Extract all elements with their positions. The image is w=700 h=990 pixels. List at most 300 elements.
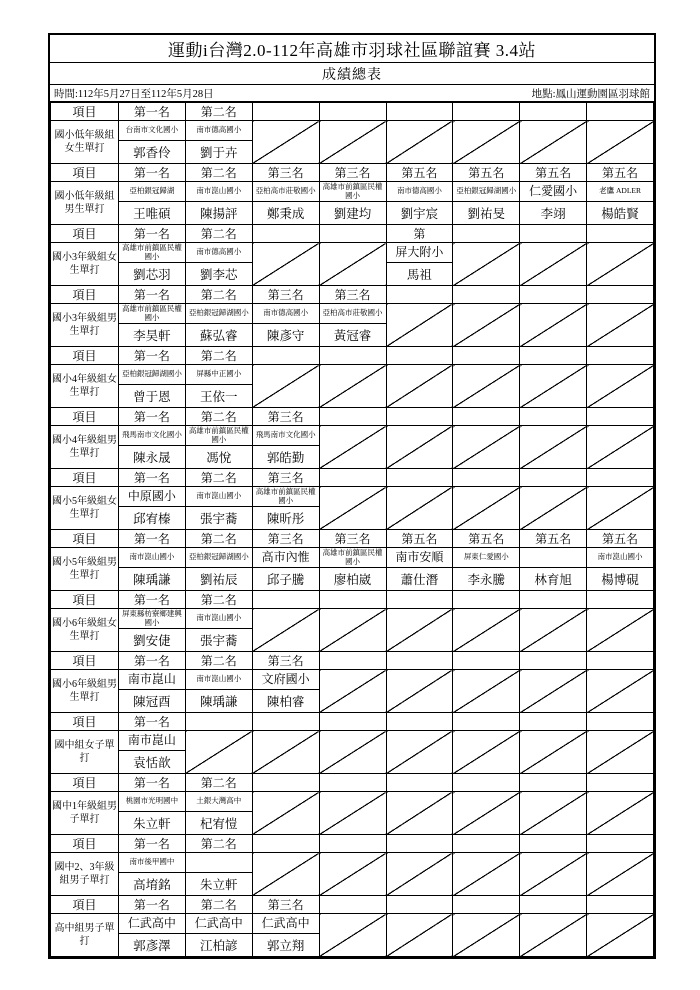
rank-header: 第三名 bbox=[252, 286, 319, 304]
winner-school: 高雄市前鎮區民權國小 bbox=[319, 548, 386, 568]
winner-name: 張宇蕎 bbox=[185, 507, 252, 530]
winner-school: 南市德高國小 bbox=[386, 182, 453, 202]
empty-diagonal-cell bbox=[453, 731, 520, 774]
empty-diagonal-cell bbox=[252, 792, 319, 835]
rank-header: 第二名 bbox=[185, 652, 252, 670]
winner-school: 文府國小 bbox=[252, 670, 319, 690]
rank-header bbox=[386, 347, 453, 365]
rank-header: 第二名 bbox=[185, 103, 252, 121]
item-header: 項目 bbox=[51, 103, 119, 121]
rank-header: 第二名 bbox=[185, 225, 252, 243]
item-header: 項目 bbox=[51, 469, 119, 487]
empty-diagonal-cell bbox=[587, 487, 654, 530]
rank-header bbox=[185, 713, 252, 731]
rank-header bbox=[386, 408, 453, 426]
empty-diagonal-cell bbox=[319, 365, 386, 408]
rank-header bbox=[386, 469, 453, 487]
report-title: 成績總表 bbox=[50, 63, 654, 85]
rank-header: 第三名 bbox=[252, 896, 319, 914]
empty-diagonal-cell bbox=[319, 609, 386, 652]
rank-header bbox=[587, 835, 654, 853]
winner-name: 劉李芯 bbox=[185, 263, 252, 286]
rank-header: 第一名 bbox=[119, 347, 186, 365]
winner-school: 仁愛國小 bbox=[520, 182, 587, 202]
rank-header bbox=[319, 713, 386, 731]
rank-header: 第一名 bbox=[119, 469, 186, 487]
item-header: 項目 bbox=[51, 225, 119, 243]
winner-school: 南市崑山國小 bbox=[587, 548, 654, 568]
winner-name: 王依一 bbox=[185, 385, 252, 408]
rank-header: 第一名 bbox=[119, 530, 186, 548]
rank-header bbox=[520, 713, 587, 731]
rank-header bbox=[252, 225, 319, 243]
rank-header: 第一名 bbox=[119, 164, 186, 182]
rank-header: 第二名 bbox=[185, 286, 252, 304]
rank-header: 第三名 bbox=[252, 408, 319, 426]
rank-header: 第三名 bbox=[252, 652, 319, 670]
tournament-title: 運動i台灣2.0-112年高雄市羽球社區聯誼賽 3.4站 bbox=[50, 35, 654, 63]
rank-header bbox=[319, 591, 386, 609]
empty-diagonal-cell bbox=[587, 426, 654, 469]
rank-header: 第二名 bbox=[185, 591, 252, 609]
results-table bbox=[50, 102, 654, 957]
empty-diagonal-cell bbox=[319, 426, 386, 469]
rank-header bbox=[587, 347, 654, 365]
winner-school: 仁武高中 bbox=[119, 914, 186, 934]
winner-school: 飛馬南市文化國小 bbox=[119, 426, 186, 446]
winner-name: 郭彥澤 bbox=[119, 934, 186, 957]
rank-header bbox=[520, 347, 587, 365]
empty-diagonal-cell bbox=[453, 609, 520, 652]
winner-school: 高雄市前鎮區民權國小 bbox=[252, 487, 319, 507]
winner-school: 南市崑山國小 bbox=[185, 487, 252, 507]
rank-header bbox=[453, 896, 520, 914]
item-header: 項目 bbox=[51, 408, 119, 426]
winner-school: 高雄市前鎮區民權國小 bbox=[319, 182, 386, 202]
event-label: 國小6年級組女生單打 bbox=[51, 609, 119, 652]
rank-header bbox=[587, 591, 654, 609]
winner-name: 陳揚評 bbox=[185, 202, 252, 225]
winner-name: 江柏諺 bbox=[185, 934, 252, 957]
rank-header: 第二名 bbox=[185, 896, 252, 914]
empty-diagonal-cell bbox=[252, 609, 319, 652]
rank-header: 第三名 bbox=[319, 286, 386, 304]
winner-name: 楊皓賢 bbox=[587, 202, 654, 225]
rank-header: 第五名 bbox=[587, 530, 654, 548]
winner-name: 王唯碩 bbox=[119, 202, 186, 225]
winner-school: 南市德高國小 bbox=[185, 243, 252, 263]
empty-diagonal-cell bbox=[386, 304, 453, 347]
location-label: 地點:鳳山運動園區羽球館 bbox=[531, 88, 650, 100]
rank-header bbox=[319, 835, 386, 853]
winner-school: 南市崑山國小 bbox=[119, 548, 186, 568]
rank-header bbox=[252, 774, 319, 792]
rank-header: 第二名 bbox=[185, 164, 252, 182]
rank-header bbox=[587, 469, 654, 487]
rank-header bbox=[587, 713, 654, 731]
rank-header bbox=[319, 347, 386, 365]
rank-header bbox=[252, 347, 319, 365]
rank-header bbox=[319, 103, 386, 121]
winner-name: 李永騰 bbox=[453, 568, 520, 591]
winner-school: 老鷹 ADLER bbox=[587, 182, 654, 202]
winner-school: 台南市文化國小 bbox=[119, 121, 186, 141]
rank-header bbox=[520, 225, 587, 243]
winner-name: 鄭秉成 bbox=[252, 202, 319, 225]
rank-header bbox=[587, 286, 654, 304]
winner-school: 南市安順 bbox=[386, 548, 453, 568]
winner-name: 劉建均 bbox=[319, 202, 386, 225]
empty-diagonal-cell bbox=[520, 365, 587, 408]
rank-header: 第一名 bbox=[119, 835, 186, 853]
empty-diagonal-cell bbox=[520, 487, 587, 530]
winner-name: 林育旭 bbox=[520, 568, 587, 591]
winner-name: 高堉銘 bbox=[119, 873, 186, 896]
empty-diagonal-cell bbox=[386, 914, 453, 957]
empty-diagonal-cell bbox=[453, 121, 520, 164]
empty-diagonal-cell bbox=[520, 670, 587, 713]
item-header: 項目 bbox=[51, 347, 119, 365]
winner-name: 楊博硯 bbox=[587, 568, 654, 591]
rank-header bbox=[252, 591, 319, 609]
rank-header: 第三名 bbox=[252, 469, 319, 487]
empty-diagonal-cell bbox=[319, 243, 386, 286]
empty-diagonal-cell bbox=[319, 121, 386, 164]
rank-header: 第二名 bbox=[185, 408, 252, 426]
empty-diagonal-cell bbox=[386, 121, 453, 164]
winner-name: 馮悅 bbox=[185, 446, 252, 469]
rank-header: 第五名 bbox=[520, 164, 587, 182]
rank-header bbox=[587, 103, 654, 121]
winner-name: 蘇弘睿 bbox=[185, 324, 252, 347]
empty-diagonal-cell bbox=[252, 853, 319, 896]
winner-school bbox=[520, 548, 587, 568]
info-row bbox=[50, 85, 654, 102]
rank-header: 第二名 bbox=[185, 774, 252, 792]
item-header: 項目 bbox=[51, 774, 119, 792]
winner-school: 高雄市前鎮區民權國小 bbox=[119, 243, 186, 263]
winner-name: 陳冠酉 bbox=[119, 690, 186, 713]
rank-header: 第二名 bbox=[185, 347, 252, 365]
winner-school: 飛馬南市文化國小 bbox=[252, 426, 319, 446]
winner-school: 屏東仁愛國小 bbox=[453, 548, 520, 568]
rank-header bbox=[453, 225, 520, 243]
event-label: 國小3年級組女生單打 bbox=[51, 243, 119, 286]
rank-header bbox=[453, 591, 520, 609]
empty-diagonal-cell bbox=[587, 365, 654, 408]
winner-school: 高雄市前鎮區民權國小 bbox=[185, 426, 252, 446]
empty-diagonal-cell bbox=[453, 426, 520, 469]
winner-name: 陳瑀謙 bbox=[185, 690, 252, 713]
winner-name: 蕭仕潛 bbox=[386, 568, 453, 591]
winner-school: 亞柏高市莊敬國小 bbox=[252, 182, 319, 202]
event-label: 國小6年級組男生單打 bbox=[51, 670, 119, 713]
rank-header: 第五名 bbox=[520, 530, 587, 548]
rank-header: 第五名 bbox=[386, 530, 453, 548]
winner-name: 杞宥愷 bbox=[185, 812, 252, 835]
rank-header bbox=[520, 103, 587, 121]
rank-header bbox=[520, 652, 587, 670]
rank-header bbox=[520, 896, 587, 914]
rank-header: 第三名 bbox=[319, 164, 386, 182]
rank-header bbox=[587, 652, 654, 670]
empty-diagonal-cell bbox=[386, 670, 453, 713]
rank-header: 第一名 bbox=[119, 591, 186, 609]
empty-diagonal-cell bbox=[587, 609, 654, 652]
winner-school: 南市德高國小 bbox=[185, 121, 252, 141]
winner-school: 南市崑山 bbox=[119, 670, 186, 690]
item-header: 項目 bbox=[51, 835, 119, 853]
empty-diagonal-cell bbox=[520, 304, 587, 347]
rank-header bbox=[520, 774, 587, 792]
empty-diagonal-cell bbox=[386, 609, 453, 652]
rank-header: 第一名 bbox=[119, 408, 186, 426]
empty-diagonal-cell bbox=[453, 304, 520, 347]
rank-header: 第 bbox=[386, 225, 453, 243]
rank-header: 第五名 bbox=[386, 164, 453, 182]
winner-name: 朱立軒 bbox=[185, 873, 252, 896]
event-label: 高中組男子單打 bbox=[51, 914, 119, 957]
item-header: 項目 bbox=[51, 164, 119, 182]
rank-header bbox=[386, 286, 453, 304]
rank-header: 第一名 bbox=[119, 713, 186, 731]
winner-name: 張宇蕎 bbox=[185, 629, 252, 652]
empty-diagonal-cell bbox=[319, 914, 386, 957]
winner-school: 高市內惟 bbox=[252, 548, 319, 568]
winner-name: 陳瑀謙 bbox=[119, 568, 186, 591]
winner-name: 李昊軒 bbox=[119, 324, 186, 347]
empty-diagonal-cell bbox=[520, 914, 587, 957]
rank-header: 第一名 bbox=[119, 896, 186, 914]
rank-header: 第一名 bbox=[119, 774, 186, 792]
empty-diagonal-cell bbox=[386, 731, 453, 774]
rank-header bbox=[319, 408, 386, 426]
winner-name: 劉芯羽 bbox=[119, 263, 186, 286]
empty-diagonal-cell bbox=[520, 853, 587, 896]
empty-diagonal-cell bbox=[520, 243, 587, 286]
event-label: 國小5年級組女生單打 bbox=[51, 487, 119, 530]
empty-diagonal-cell bbox=[319, 853, 386, 896]
item-header: 項目 bbox=[51, 652, 119, 670]
rank-header bbox=[386, 835, 453, 853]
winner-name: 郭香伶 bbox=[119, 141, 186, 164]
empty-diagonal-cell bbox=[587, 914, 654, 957]
rank-header bbox=[453, 469, 520, 487]
rank-header: 第一名 bbox=[119, 286, 186, 304]
rank-header: 第一名 bbox=[119, 103, 186, 121]
empty-diagonal-cell bbox=[319, 792, 386, 835]
empty-diagonal-cell bbox=[453, 853, 520, 896]
rank-header: 第三名 bbox=[252, 164, 319, 182]
item-header: 項目 bbox=[51, 286, 119, 304]
winner-school: 南市崑山 bbox=[119, 731, 186, 751]
winner-name: 邱子騰 bbox=[252, 568, 319, 591]
empty-diagonal-cell bbox=[520, 792, 587, 835]
winner-name: 陳昕彤 bbox=[252, 507, 319, 530]
winner-school: 土銀大灣高中 bbox=[185, 792, 252, 812]
empty-diagonal-cell bbox=[520, 426, 587, 469]
winner-name: 馬祖 bbox=[386, 263, 453, 286]
rank-header bbox=[587, 896, 654, 914]
winner-name: 朱立軒 bbox=[119, 812, 186, 835]
empty-diagonal-cell bbox=[386, 426, 453, 469]
event-label: 國小低年級組男生單打 bbox=[51, 182, 119, 225]
winner-school: 南市崑山國小 bbox=[185, 609, 252, 629]
winner-school: 中原國小 bbox=[119, 487, 186, 507]
rank-header bbox=[386, 591, 453, 609]
winner-school: 亞柏銀冠歸湖國小 bbox=[453, 182, 520, 202]
rank-header bbox=[587, 408, 654, 426]
winner-school: 屏大附小 bbox=[386, 243, 453, 263]
empty-diagonal-cell bbox=[453, 365, 520, 408]
rank-header: 第一名 bbox=[119, 652, 186, 670]
rank-header bbox=[319, 469, 386, 487]
rank-header: 第二名 bbox=[185, 469, 252, 487]
rank-header bbox=[453, 774, 520, 792]
empty-diagonal-cell bbox=[587, 243, 654, 286]
empty-diagonal-cell bbox=[520, 121, 587, 164]
empty-diagonal-cell bbox=[386, 792, 453, 835]
winner-name: 曾于恩 bbox=[119, 385, 186, 408]
winner-school: 亞柏銀冠歸湖 bbox=[119, 182, 186, 202]
rank-header bbox=[252, 713, 319, 731]
event-label: 國中組女子單打 bbox=[51, 731, 119, 774]
rank-header: 第二名 bbox=[185, 835, 252, 853]
winner-school: 屏東縣枋寮鄉建興國小 bbox=[119, 609, 186, 629]
rank-header bbox=[520, 835, 587, 853]
rank-header bbox=[386, 896, 453, 914]
event-label: 國中1年級組男子單打 bbox=[51, 792, 119, 835]
empty-diagonal-cell bbox=[453, 914, 520, 957]
rank-header: 第五名 bbox=[453, 164, 520, 182]
event-label: 國小3年級組男生單打 bbox=[51, 304, 119, 347]
rank-header bbox=[386, 103, 453, 121]
rank-header bbox=[453, 347, 520, 365]
event-label: 國小4年級組女生單打 bbox=[51, 365, 119, 408]
winner-school: 仁武高中 bbox=[185, 914, 252, 934]
winner-name: 郭皓勤 bbox=[252, 446, 319, 469]
rank-header bbox=[319, 774, 386, 792]
winner-school: 亞柏高市莊敬國小 bbox=[319, 304, 386, 324]
winner-name: 袁恬歆 bbox=[119, 751, 186, 774]
item-header: 項目 bbox=[51, 591, 119, 609]
winner-name: 劉安倢 bbox=[119, 629, 186, 652]
empty-diagonal-cell bbox=[185, 731, 252, 774]
results-table-body bbox=[51, 103, 654, 957]
winner-school: 南市後甲國中 bbox=[119, 853, 186, 873]
empty-diagonal-cell bbox=[319, 670, 386, 713]
winner-name: 劉祐辰 bbox=[185, 568, 252, 591]
rank-header bbox=[453, 652, 520, 670]
rank-header bbox=[252, 835, 319, 853]
winner-school: 高雄市前鎮區民權國小 bbox=[119, 304, 186, 324]
winner-school: 南市崑山國小 bbox=[185, 670, 252, 690]
event-label: 國中2、3年級組男子單打 bbox=[51, 853, 119, 896]
empty-diagonal-cell bbox=[386, 487, 453, 530]
empty-diagonal-cell bbox=[520, 731, 587, 774]
winner-school: 亞柏銀冠歸湖國小 bbox=[185, 304, 252, 324]
event-label: 國小4年級組男生單打 bbox=[51, 426, 119, 469]
winner-school bbox=[185, 853, 252, 873]
winner-name: 黃冠睿 bbox=[319, 324, 386, 347]
rank-header bbox=[453, 103, 520, 121]
winner-school: 南市德高國小 bbox=[252, 304, 319, 324]
empty-diagonal-cell bbox=[453, 243, 520, 286]
winner-name: 劉于卉 bbox=[185, 141, 252, 164]
empty-diagonal-cell bbox=[319, 487, 386, 530]
rank-header bbox=[252, 103, 319, 121]
empty-diagonal-cell bbox=[386, 853, 453, 896]
empty-diagonal-cell bbox=[319, 731, 386, 774]
winner-school: 仁武高中 bbox=[252, 914, 319, 934]
rank-header bbox=[319, 225, 386, 243]
winner-name: 劉宇宸 bbox=[386, 202, 453, 225]
rank-header bbox=[319, 652, 386, 670]
empty-diagonal-cell bbox=[587, 792, 654, 835]
time-label: 時間:112年5月27日至112年5月28日 bbox=[54, 88, 214, 100]
empty-diagonal-cell bbox=[587, 853, 654, 896]
empty-diagonal-cell bbox=[587, 304, 654, 347]
rank-header bbox=[587, 225, 654, 243]
winner-school: 南市崑山國小 bbox=[185, 182, 252, 202]
empty-diagonal-cell bbox=[453, 670, 520, 713]
rank-header: 第一名 bbox=[119, 225, 186, 243]
rank-header bbox=[453, 835, 520, 853]
empty-diagonal-cell bbox=[252, 365, 319, 408]
empty-diagonal-cell bbox=[252, 121, 319, 164]
rank-header bbox=[520, 286, 587, 304]
rank-header bbox=[520, 408, 587, 426]
winner-name: 陳柏睿 bbox=[252, 690, 319, 713]
event-label: 國小低年級組女生單打 bbox=[51, 121, 119, 164]
rank-header: 第五名 bbox=[587, 164, 654, 182]
item-header: 項目 bbox=[51, 713, 119, 731]
rank-header bbox=[453, 408, 520, 426]
empty-diagonal-cell bbox=[386, 365, 453, 408]
rank-header bbox=[520, 591, 587, 609]
empty-diagonal-cell bbox=[587, 121, 654, 164]
rank-header bbox=[453, 713, 520, 731]
rank-header bbox=[319, 896, 386, 914]
empty-diagonal-cell bbox=[252, 731, 319, 774]
rank-header bbox=[453, 286, 520, 304]
item-header: 項目 bbox=[51, 896, 119, 914]
empty-diagonal-cell bbox=[252, 243, 319, 286]
item-header: 項目 bbox=[51, 530, 119, 548]
rank-header bbox=[587, 774, 654, 792]
rank-header: 第二名 bbox=[185, 530, 252, 548]
rank-header: 第三名 bbox=[319, 530, 386, 548]
winner-name: 陳永晟 bbox=[119, 446, 186, 469]
rank-header bbox=[386, 652, 453, 670]
empty-diagonal-cell bbox=[453, 487, 520, 530]
rank-header bbox=[386, 713, 453, 731]
winner-school: 屏縣中正國小 bbox=[185, 365, 252, 385]
event-label: 國小5年級組男生單打 bbox=[51, 548, 119, 591]
rank-header: 第三名 bbox=[252, 530, 319, 548]
winner-name: 邱宥榛 bbox=[119, 507, 186, 530]
empty-diagonal-cell bbox=[453, 792, 520, 835]
winner-name: 郭立翔 bbox=[252, 934, 319, 957]
winner-name: 陳彥守 bbox=[252, 324, 319, 347]
empty-diagonal-cell bbox=[587, 731, 654, 774]
winner-school: 桃園市光明國中 bbox=[119, 792, 186, 812]
empty-diagonal-cell bbox=[587, 670, 654, 713]
winner-name: 劉祐旻 bbox=[453, 202, 520, 225]
rank-header: 第五名 bbox=[453, 530, 520, 548]
empty-diagonal-cell bbox=[520, 609, 587, 652]
winner-name: 李翊 bbox=[520, 202, 587, 225]
